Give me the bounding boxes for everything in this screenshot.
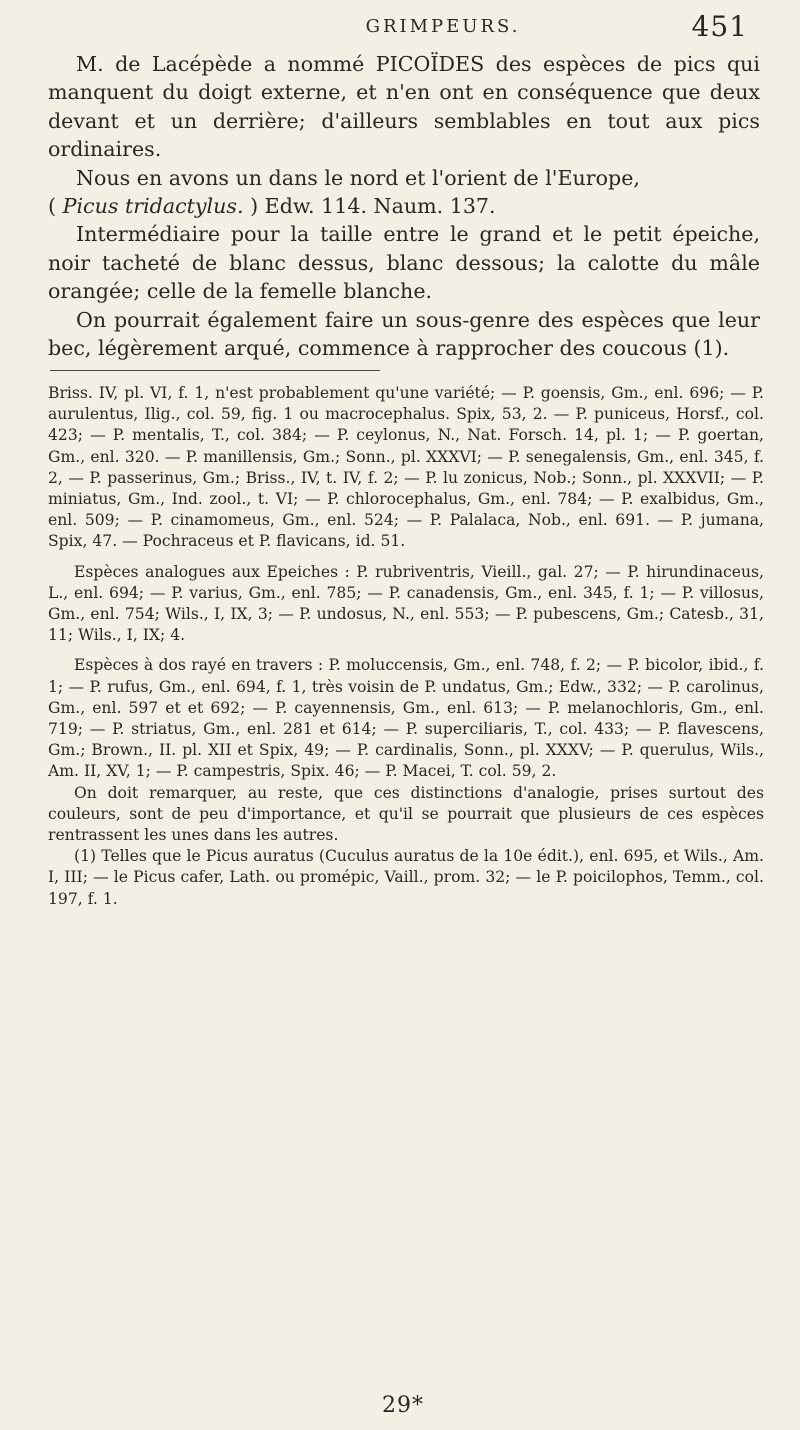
- footnote-dos-raye: Espèces à dos rayé en travers : P. moluccensis, Gm., enl. 748, f. 2; — P. bicolor, ibid., f. 1; — P. rufus, Gm., enl. 694, f. 1, très voisin de P. undatus, Gm.; Edw., 332; — P. carolinus, Gm., enl. 597 et et 692; — P. cayennensis, Gm., enl. 613; — P. melanochloris, Gm., enl. 719; — P. striatus, Gm., enl. 281 et 614; — P. superciliaris, T., col. 433; — P. flavescens, Gm.; Brown., II. pl. XII et Spix, 49; — P. cardinalis, Sonn., pl. XXXV; — P. querulus, Wils., Am. II, XV, 1; — P. campestris, Spix. 46; — P. Macei, T. col. 59, 2.: [48, 656, 764, 781]
- footnote-remark: On doit remarquer, au reste, que ces distinctions d'analogie, prises surtout des couleurs, sont de peu d'importance, et qu'il se pourrait que plusieurs de ces espèces rentrassent les unes dans les autres.: [48, 783, 764, 845]
- main-text: [48, 50, 760, 362]
- paragraph-description: Intermédiaire pour la taille entre le grand et le petit épeiche, noir tacheté de blanc dessus, blanc dessous; la calotte du mâle orangée; celle de la femelle blanche.: [48, 222, 760, 304]
- species-name: Picus tridactylus.: [62, 194, 244, 219]
- footnote-species-list: Briss. IV, pl. VI, f. 1, n'est probablement qu'une variété; — P. goensis, Gm., enl. 696; — P. aurulentus, Ilig., col. 59, fig. 1 ou macrocephalus. Spix, 53, 2. — P. puniceus, Horsf., col. 423; — P. mentalis, T., col. 384; — P. ceylonus, N., Nat. Forsch. 14, pl. 1; — P. goertan, Gm., enl. 320. — P. manillensis, Gm.; Sonn., pl. XXXVI; — P. senegalensis, Gm., enl. 345, f. 2, — P. passerinus, Gm.; Briss., IV, t. IV, f. 2; — P. lu zonicus, Nob.; Sonn., pl. XXXVII; — P. miniatus, Gm., Ind. zool., t. VI; — P. chlorocephalus, Gm., enl. 784; — P. exalbidus, Gm., enl. 509; — P. cinamomeus, Gm., enl. 524; — P. Palalaca, Nob., enl. 691. — P. jumana, Spix, 47. — Pochraceus et P. flavicans, id. 51.: [48, 384, 764, 551]
- running-head: GRIMPEURS.: [365, 16, 521, 37]
- paragraph-picoides: M. de Lacépède a nommé PICOÏDES des espèces de pics qui manquent du doigt externe, et n'en ont en conséquence que deux devant et un derrière; d'ailleurs semblables en tout aux pics ordinaires.: [48, 52, 760, 162]
- footnotes: [48, 383, 764, 910]
- page-header: [78, 10, 748, 48]
- species-references: ) Edw. 114. Naum. 137.: [250, 194, 496, 219]
- paragraph-distribution: Nous en avons un dans le nord et l'orient de l'Europe,: [76, 165, 640, 190]
- printer-signature: 29*: [382, 1393, 424, 1418]
- footnote-separator: [50, 370, 380, 371]
- paragraph-species-ref: [48, 192, 760, 220]
- page-number: 451: [691, 10, 748, 43]
- species-open-paren: (: [48, 194, 57, 219]
- paragraph-subgenus: On pourrait également faire un sous-genre des espèces que leur bec, légèrement arqué, commence à rapprocher des coucous (1).: [48, 307, 760, 361]
- footnote-1: (1) Telles que le Picus auratus (Cuculus auratus de la 10e édit.), enl. 695, et Wils., Am. I, III; — le Picus cafer, Lath. ou promépic, Vaill., prom. 32; — le P. poicilophos, Temm., col. 197, f. 1.: [48, 847, 764, 908]
- footnote-epeiches: Espèces analogues aux Epeiches : P. rubriventris, Vieill., gal. 27; — P. hirundinaceus, L., enl. 694; — P. varius, Gm., enl. 785; — P. canadensis, Gm., enl. 345, f. 1; — P. villosus, Gm., enl. 754; Wils., I, IX, 3; — P. undosus, N., enl. 553; — P. pubescens, Gm.; Catesb., 31, 11; Wils., I, IX; 4.: [48, 562, 764, 645]
